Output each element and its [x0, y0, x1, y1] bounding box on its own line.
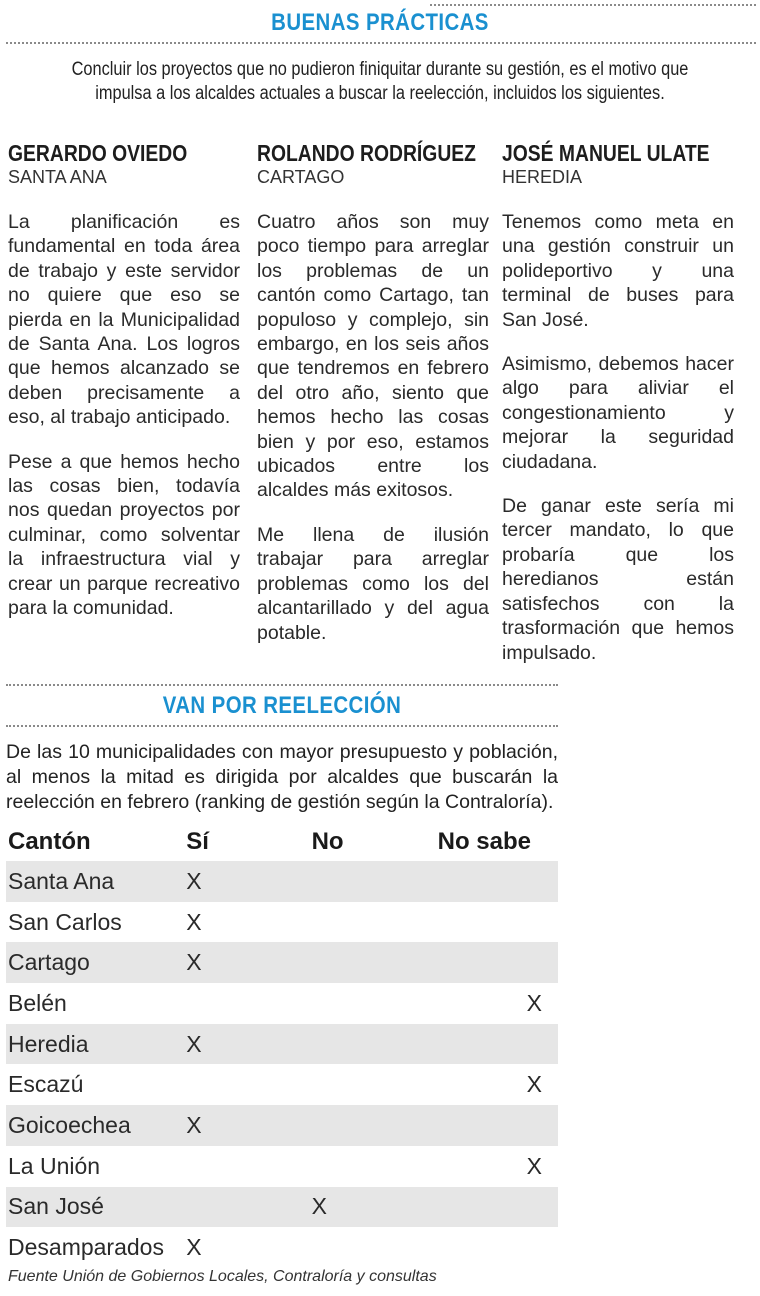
mayor-statement — [257, 210, 489, 645]
cell-no — [310, 983, 436, 1024]
section2-title-rule — [6, 725, 558, 727]
cell-si: X — [186, 908, 202, 935]
header-no-sabe: No sabe — [437, 828, 532, 855]
statement-paragraph: La planificación es fundamental en toda área de trabajo y este servidor no quiere que eso se pierda en la Municipalidad de Santa Ana. Los logros que hemos alcanzado se deben precisamente a eso, al trabajo anticipado. — [8, 211, 240, 429]
mayor-canton: HEREDIA — [502, 167, 583, 187]
section-title-buenas-practicas: BUENAS PRÁCTICAS — [271, 9, 489, 36]
cell-no-sabe: X — [526, 1152, 542, 1179]
header-canton: Cantón — [8, 828, 91, 855]
cell-no — [310, 902, 436, 943]
table-header-row — [6, 823, 558, 861]
reelection-table — [6, 823, 558, 1268]
mayor-canton: SANTA ANA — [8, 167, 107, 187]
cell-si: X — [184, 1024, 309, 1065]
section-intro — [53, 58, 707, 106]
cell-no-sabe — [436, 1105, 558, 1146]
table-row — [6, 1187, 558, 1228]
table-row — [6, 1227, 558, 1268]
cell-no — [310, 1146, 436, 1187]
mayor-canton: CARTAGO — [257, 167, 345, 187]
cell-no-sabe — [436, 861, 558, 902]
cell-canton: Escazú — [8, 1071, 84, 1098]
cell-si: X — [186, 1234, 202, 1261]
cell-canton: Santa Ana — [6, 861, 184, 902]
table-row — [6, 983, 558, 1024]
cell-no-sabe: X — [526, 989, 542, 1016]
cell-canton: San Carlos — [8, 908, 122, 935]
cell-no-sabe: X — [526, 1071, 542, 1098]
section-title-van-por-reeleccion: VAN POR REELECCIÓN — [162, 692, 402, 719]
table-row — [6, 942, 558, 983]
statement-paragraph: Asimismo, debemos hacer algo para aliviar el congestionamiento y mejorar la seguridad ciudadana. — [502, 353, 734, 473]
table-row — [6, 1146, 558, 1187]
cell-no — [310, 942, 436, 983]
table-row — [6, 1024, 558, 1065]
title-rule — [6, 42, 756, 44]
cell-si — [184, 1064, 309, 1105]
cell-no: X — [310, 1187, 436, 1228]
cell-no-sabe — [436, 942, 558, 983]
statement-paragraph: Cuatro años son muy poco tiempo para arreglar los problemas de un cantón como Cartago, tan populoso y complejo, sin embargo, en los seis años que tendremos en febrero del otro año, siento que hemos hecho las cosas bien y por eso, estamos ubicados entre los alcaldes más exitosos. — [257, 211, 489, 502]
mayor-column-rodriguez — [257, 140, 489, 665]
cell-si — [184, 1146, 309, 1187]
cell-canton: Goicoechea — [6, 1105, 184, 1146]
table-row — [6, 1064, 558, 1105]
mayor-name: ROLANDO RODRÍGUEZ — [257, 140, 476, 166]
cell-canton: Desamparados — [8, 1234, 164, 1261]
cell-no-sabe — [436, 1024, 558, 1065]
cell-canton: Belén — [8, 989, 67, 1016]
cell-canton: Heredia — [6, 1024, 184, 1065]
mayor-statement — [502, 210, 734, 665]
section2-intro: De las 10 municipalidades con mayor presupuesto y población, al menos la mitad es dirigida por alcaldes que buscarán la reelección en febrero (ranking de gestión según la Contraloría). — [6, 741, 558, 813]
mayor-column-oviedo — [8, 140, 240, 641]
header-si: Sí — [186, 828, 209, 855]
cell-no — [310, 1024, 436, 1065]
table-row — [6, 861, 558, 902]
statement-paragraph: Me llena de ilusión trabajar para arreglar problemas como los del alcantarillado y del agua potable. — [257, 523, 489, 644]
cell-si — [184, 983, 309, 1024]
mayor-name: JOSÉ MANUEL ULATE — [502, 140, 710, 166]
table-row — [6, 902, 558, 943]
mayor-column-ulate — [502, 140, 734, 685]
section2-top-rule — [6, 684, 558, 686]
cell-canton: La Unión — [8, 1152, 101, 1179]
cell-no — [310, 1064, 436, 1105]
source-note: Fuente Unión de Gobiernos Locales, Contraloría y consultas — [8, 1268, 437, 1285]
cell-no-sabe — [436, 902, 558, 943]
cell-si: X — [184, 861, 309, 902]
header-no: No — [311, 828, 344, 855]
mayor-name: GERARDO OVIEDO — [8, 140, 188, 166]
cell-no — [310, 1227, 436, 1268]
cell-no — [310, 1105, 436, 1146]
top-rule — [430, 4, 756, 6]
table-row — [6, 1105, 558, 1146]
intro-line-2: impulsa a los alcaldes actuales a buscar la reelección, incluidos los siguientes. — [95, 83, 665, 104]
cell-si: X — [184, 1105, 309, 1146]
cell-si: X — [184, 942, 309, 983]
mayor-statement — [8, 210, 240, 621]
cell-no-sabe — [436, 1227, 558, 1268]
statement-paragraph: Pese a que hemos hecho las cosas bien, todavía nos quedan proyectos por culminar, como solventar la infraestructura vial y crear un parque recreativo para la comunidad. — [8, 450, 240, 620]
cell-no — [310, 861, 436, 902]
cell-canton: Cartago — [6, 942, 184, 983]
cell-canton: San José — [6, 1187, 184, 1228]
cell-no-sabe — [436, 1187, 558, 1228]
intro-line-1: Concluir los proyectos que no pudieron finiquitar durante su gestión, es el motivo que — [71, 59, 689, 80]
cell-si — [184, 1187, 309, 1228]
statement-paragraph: De ganar este sería mi tercer mandato, lo que probaría que los heredianos están satisfechos con la trasformación que hemos impulsado. — [502, 495, 734, 664]
statement-paragraph: Tenemos como meta en una gestión construir un polideportivo y una terminal de buses para San José. — [502, 211, 734, 331]
